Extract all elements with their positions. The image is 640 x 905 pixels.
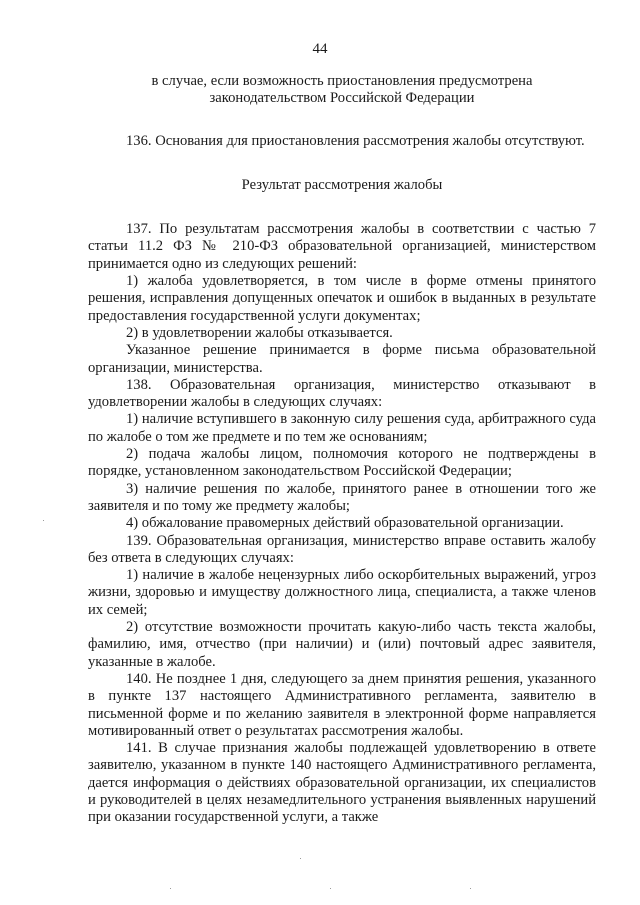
paragraph-138: 138. Образовательная организация, министерство отказывают в удовлетворении жалобы в следующих случаях: — [88, 376, 596, 411]
paragraph-137: 137. По результатам рассмотрения жалобы в соответствии с частью 7 статьи 11.2 ФЗ № 210-ФЗ образовательной организацией, министерством принимается одно из следующих решений: — [88, 221, 596, 272]
paragraph-138-item-2: 2) подача жалобы лицом, полномочия которого не подтверждены в порядке, установленном законодательством Российской Федерации; — [88, 446, 596, 480]
section-title: Результат рассмотрения жалобы — [241, 176, 443, 193]
paragraph-141: 141. В случае признания жалобы подлежащей удовлетворению в ответе заявителю, указанном в пункте 140 настоящего Административного регламента, дается информация о действиях образовательной организации, их специалистов и руководителей в целях незамедлительного устранения выявленных нарушений при оказании государственной услуги, а также — [88, 740, 596, 826]
page-number: 44 — [312, 41, 328, 57]
paragraph-138-item-4: 4) обжалование правомерных действий образовательной организации. — [126, 515, 564, 532]
paragraph-140: 140. Не позднее 1 дня, следующего за днем принятия решения, указанного в пункте 137 настоящего Административного регламента, заявителю в письменной форме и по желанию заявителя в электронной форме направляется мотивированный ответ о результатах рассмотрения жалобы. — [88, 670, 596, 739]
document-body — [88, 73, 596, 827]
scan-dot — [43, 520, 44, 521]
paragraph-139: 139. Образовательная организация, министерство вправе оставить жалобу без ответа в следующих случаях: — [88, 532, 596, 566]
paragraph-139-item-1: 1) наличие в жалобе нецензурных либо оскорбительных выражений, угроз жизни, здоровью и имуществу должностного лица, специалиста, а также членов их семей; — [88, 567, 596, 618]
intro-line-2: законодательством Российской Федерации — [209, 90, 475, 107]
scan-dot — [470, 888, 471, 889]
paragraph-139-item-2: 2) отсутствие возможности прочитать какую-либо часть текста жалобы, фамилию, имя, отчество (при наличии) и (или) почтовый адрес заявителя, указанные в жалобе. — [88, 619, 596, 670]
paragraph-137-item-2: 2) в удовлетворении жалобы отказывается. — [126, 324, 393, 341]
paragraph-136: 136. Основания для приостановления рассмотрения жалобы отсутствуют. — [126, 132, 585, 149]
paragraph-138-item-3: 3) наличие решения по жалобе, принятого ранее в отношении того же заявителя и по тому же предмету жалобы; — [88, 480, 596, 514]
paragraph-137-note: Указанное решение принимается в форме письма образовательной организации, министерства. — [88, 342, 596, 376]
scan-dot — [170, 888, 171, 889]
scan-dot — [300, 858, 301, 859]
intro-line-1: в случае, если возможность приостановления предусмотрена — [151, 73, 533, 89]
paragraph-138-item-1: 1) наличие вступившего в законную силу решения суда, арбитражного суда по жалобе о том же предмете и по тем же основаниям; — [88, 411, 596, 445]
paragraph-137-item-1: 1) жалоба удовлетворяется, в том числе в форме отмены принятого решения, исправления допущенных опечаток и ошибок в выданных в результате предоставления государственной услуги документах; — [88, 273, 596, 324]
scan-dot — [330, 888, 331, 889]
